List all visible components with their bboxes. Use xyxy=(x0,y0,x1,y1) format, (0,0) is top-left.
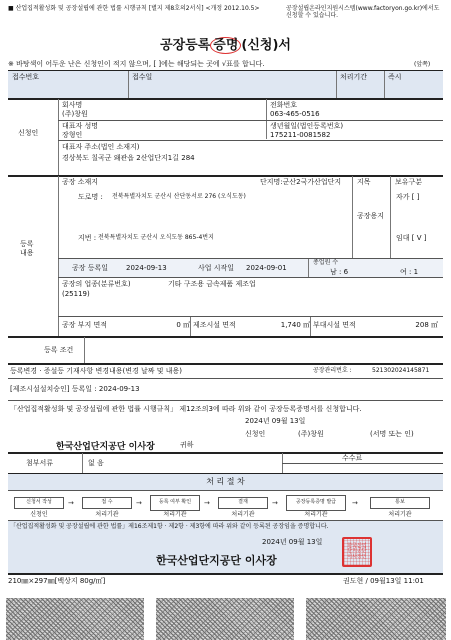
receipt-number-label: 접수번호 xyxy=(12,73,40,81)
arrow-right-icon: → xyxy=(272,499,278,507)
registration-section-label-2: 내용 xyxy=(20,249,34,257)
arrow-right-icon: → xyxy=(352,499,358,507)
arrow-right-icon: → xyxy=(136,499,142,507)
manufacturing-area-value: 1,740 ㎡ xyxy=(280,321,310,329)
process-header: 처 리 절 차 xyxy=(206,477,245,486)
process-actor-3: 처리기관 xyxy=(163,511,187,518)
process-actor-6: 처리기관 xyxy=(388,511,412,518)
receipt-row xyxy=(8,71,443,98)
online-system-note: 공장설립온라인지원시스템(www.factoryon.go.kr)에서도 신청할 수 있습니다. xyxy=(286,5,440,19)
own-option: 자가 [ ] xyxy=(396,193,420,201)
road-address-value: 전북특별자치도 군산시 산단동서로 276 (오식도동) xyxy=(112,193,246,200)
registration-date-label: 공장 등록일 xyxy=(72,264,109,272)
lease-option: 임대 [ V ] xyxy=(396,234,427,242)
change-details-label: 등록변경 · 증설등 기재사항 변경내용(변경 날짜 및 내용) xyxy=(10,367,183,375)
applicant-sign-value: (주)창원 xyxy=(298,430,324,438)
processing-period-value: 즉시 xyxy=(388,73,402,81)
registration-conditions-label: 등록 조건 xyxy=(44,346,74,354)
site-area-label: 공장 부지 면적 xyxy=(62,321,108,329)
request-date: 2024년 09월 13일 xyxy=(245,417,306,425)
certification-statement: 「산업집적활성화 및 공장설립에 관한 법률」제16조제1항 · 제2항 · 제3항에 따라 위와 같이 등록된 공장임을 증명합니다. xyxy=(10,523,329,530)
processing-period-label: 처리기간 xyxy=(340,73,368,81)
paper-size-note: 210㎜×297㎜[백상지 80g/㎡] xyxy=(8,577,106,585)
address-label: 대표자 주소(법인 소재지) xyxy=(62,143,140,151)
process-step-5: 공장등록증명 발급 xyxy=(286,495,346,511)
attachments-label: 첨부서류 xyxy=(26,459,54,467)
fee-label: 수수료 xyxy=(342,454,363,462)
process-actor-5: 처리기관 xyxy=(304,511,328,518)
request-statement: 「산업집적활성화 및 공장설립에 관한 법률 시행규칙」 제12조의3에 따라 위와 같이 공장등록증명서를 신청합니다. xyxy=(10,405,362,413)
industry-value: 기타 구조용 금속제품 제조업 xyxy=(168,280,256,288)
issuer-name: 한국산업단지공단 이사장 xyxy=(156,554,277,567)
arrow-right-icon: → xyxy=(68,499,74,507)
process-actor-4: 처리기관 xyxy=(231,511,255,518)
process-step-3: 등록 여부 확인 xyxy=(150,495,200,511)
legal-basis-note: ■ 산업집적활성화 및 공장설립에 관한 법률 시행규칙 [별지 제8호의2서식] <개정 2012.10.5> xyxy=(8,5,260,12)
applicant-section-label: 신청인 xyxy=(18,129,39,137)
auxiliary-area-label: 부대시설 면적 xyxy=(313,321,356,329)
process-step-1: 신청서 작성 xyxy=(14,497,64,509)
signature-note: (서명 또는 인) xyxy=(370,430,414,438)
management-number-label: 공장관리번호 : xyxy=(313,367,352,374)
lot-number-value: 전북특별자치도 군산시 오식도동 865-4번지 xyxy=(98,234,214,241)
employees-male: 남 : 6 xyxy=(330,268,349,276)
receipt-date-label: 접수일 xyxy=(132,73,153,81)
title-certificate-circled: 증명 xyxy=(210,37,241,54)
registration-section-label-1: 등록 xyxy=(20,240,34,248)
phone-value: 063-465-0516 xyxy=(270,110,320,118)
security-pattern xyxy=(156,598,294,640)
employees-label: 종업원 수 xyxy=(313,259,339,266)
address-value: 경상북도 칠곡군 왜관읍 2산업단지1길 284 xyxy=(62,154,195,162)
lot-number-label: 지번 : xyxy=(78,234,97,242)
company-name-label: 회사명 xyxy=(62,101,83,109)
industry-label: 공장의 업종(분류번호) xyxy=(62,280,131,288)
business-start-value: 2024-09-01 xyxy=(246,264,287,272)
business-start-label: 사업 시작일 xyxy=(198,264,235,272)
form-title xyxy=(0,34,451,53)
issued-by-timestamp: 권도현 / 09월13일 11:01 xyxy=(343,577,424,585)
process-step-4: 결재 xyxy=(218,497,268,509)
land-category-label: 지목 xyxy=(357,178,371,186)
management-number-value: 521302024145871 xyxy=(372,367,430,374)
industry-code: (25119) xyxy=(62,290,90,298)
phone-label: 전화번호 xyxy=(270,101,298,109)
page-mark: (앞쪽) xyxy=(414,61,431,68)
addressee: 한국산업단지공단 이사장 xyxy=(56,442,155,452)
security-pattern xyxy=(306,598,446,640)
company-name-value: (주)창원 xyxy=(62,110,88,118)
employees-female: 여 : 1 xyxy=(400,268,419,276)
site-area-value: 0 ㎡ xyxy=(176,321,190,329)
arrow-right-icon: → xyxy=(204,499,210,507)
birth-registration-value: 175211-0081582 xyxy=(270,131,331,139)
industrial-complex-label: 단지명:군산2국가산업단지 xyxy=(260,178,342,186)
birth-registration-label: 생년월일(법인등록번호) xyxy=(270,122,344,130)
representative-label: 대표자 성명 xyxy=(62,122,99,130)
instruction-note: ※ 바탕색이 어두운 난은 신청인이 적지 않으며, [ ]에는 해당되는 곳에 √표를 합니다. xyxy=(8,60,265,68)
certification-date: 2024년 09월 13일 xyxy=(262,538,323,546)
security-pattern xyxy=(6,598,144,640)
auxiliary-area-value: 208 ㎡ xyxy=(415,321,438,329)
attachments-value: 없 음 xyxy=(88,459,104,467)
addressee-suffix: 귀하 xyxy=(180,441,194,449)
road-address-label: 도로명 : xyxy=(78,193,103,201)
facility-approval-note: [제조시설설치승인] 등록일 : 2024-09-13 xyxy=(10,385,140,393)
registration-date-value: 2024-09-13 xyxy=(126,264,167,272)
official-seal-icon: 한국산업단지공단이사장인 xyxy=(342,537,372,567)
ownership-label: 보유구분 xyxy=(395,178,423,186)
title-suffix: (신청)서 xyxy=(241,38,291,53)
representative-value: 장형인 xyxy=(62,131,83,139)
applicant-sign-label: 신청인 xyxy=(245,430,266,438)
factory-location-label: 공장 소재지 xyxy=(62,178,99,186)
process-actor-1: 신청인 xyxy=(30,511,48,518)
factory-land-label: 공장용지 xyxy=(357,212,385,220)
process-actor-2: 처리기관 xyxy=(95,511,119,518)
title-main: 공장등록 xyxy=(160,38,211,53)
manufacturing-area-label: 제조시설 면적 xyxy=(193,321,236,329)
process-step-2: 접 수 xyxy=(82,497,132,509)
process-step-6: 통보 xyxy=(370,497,430,509)
